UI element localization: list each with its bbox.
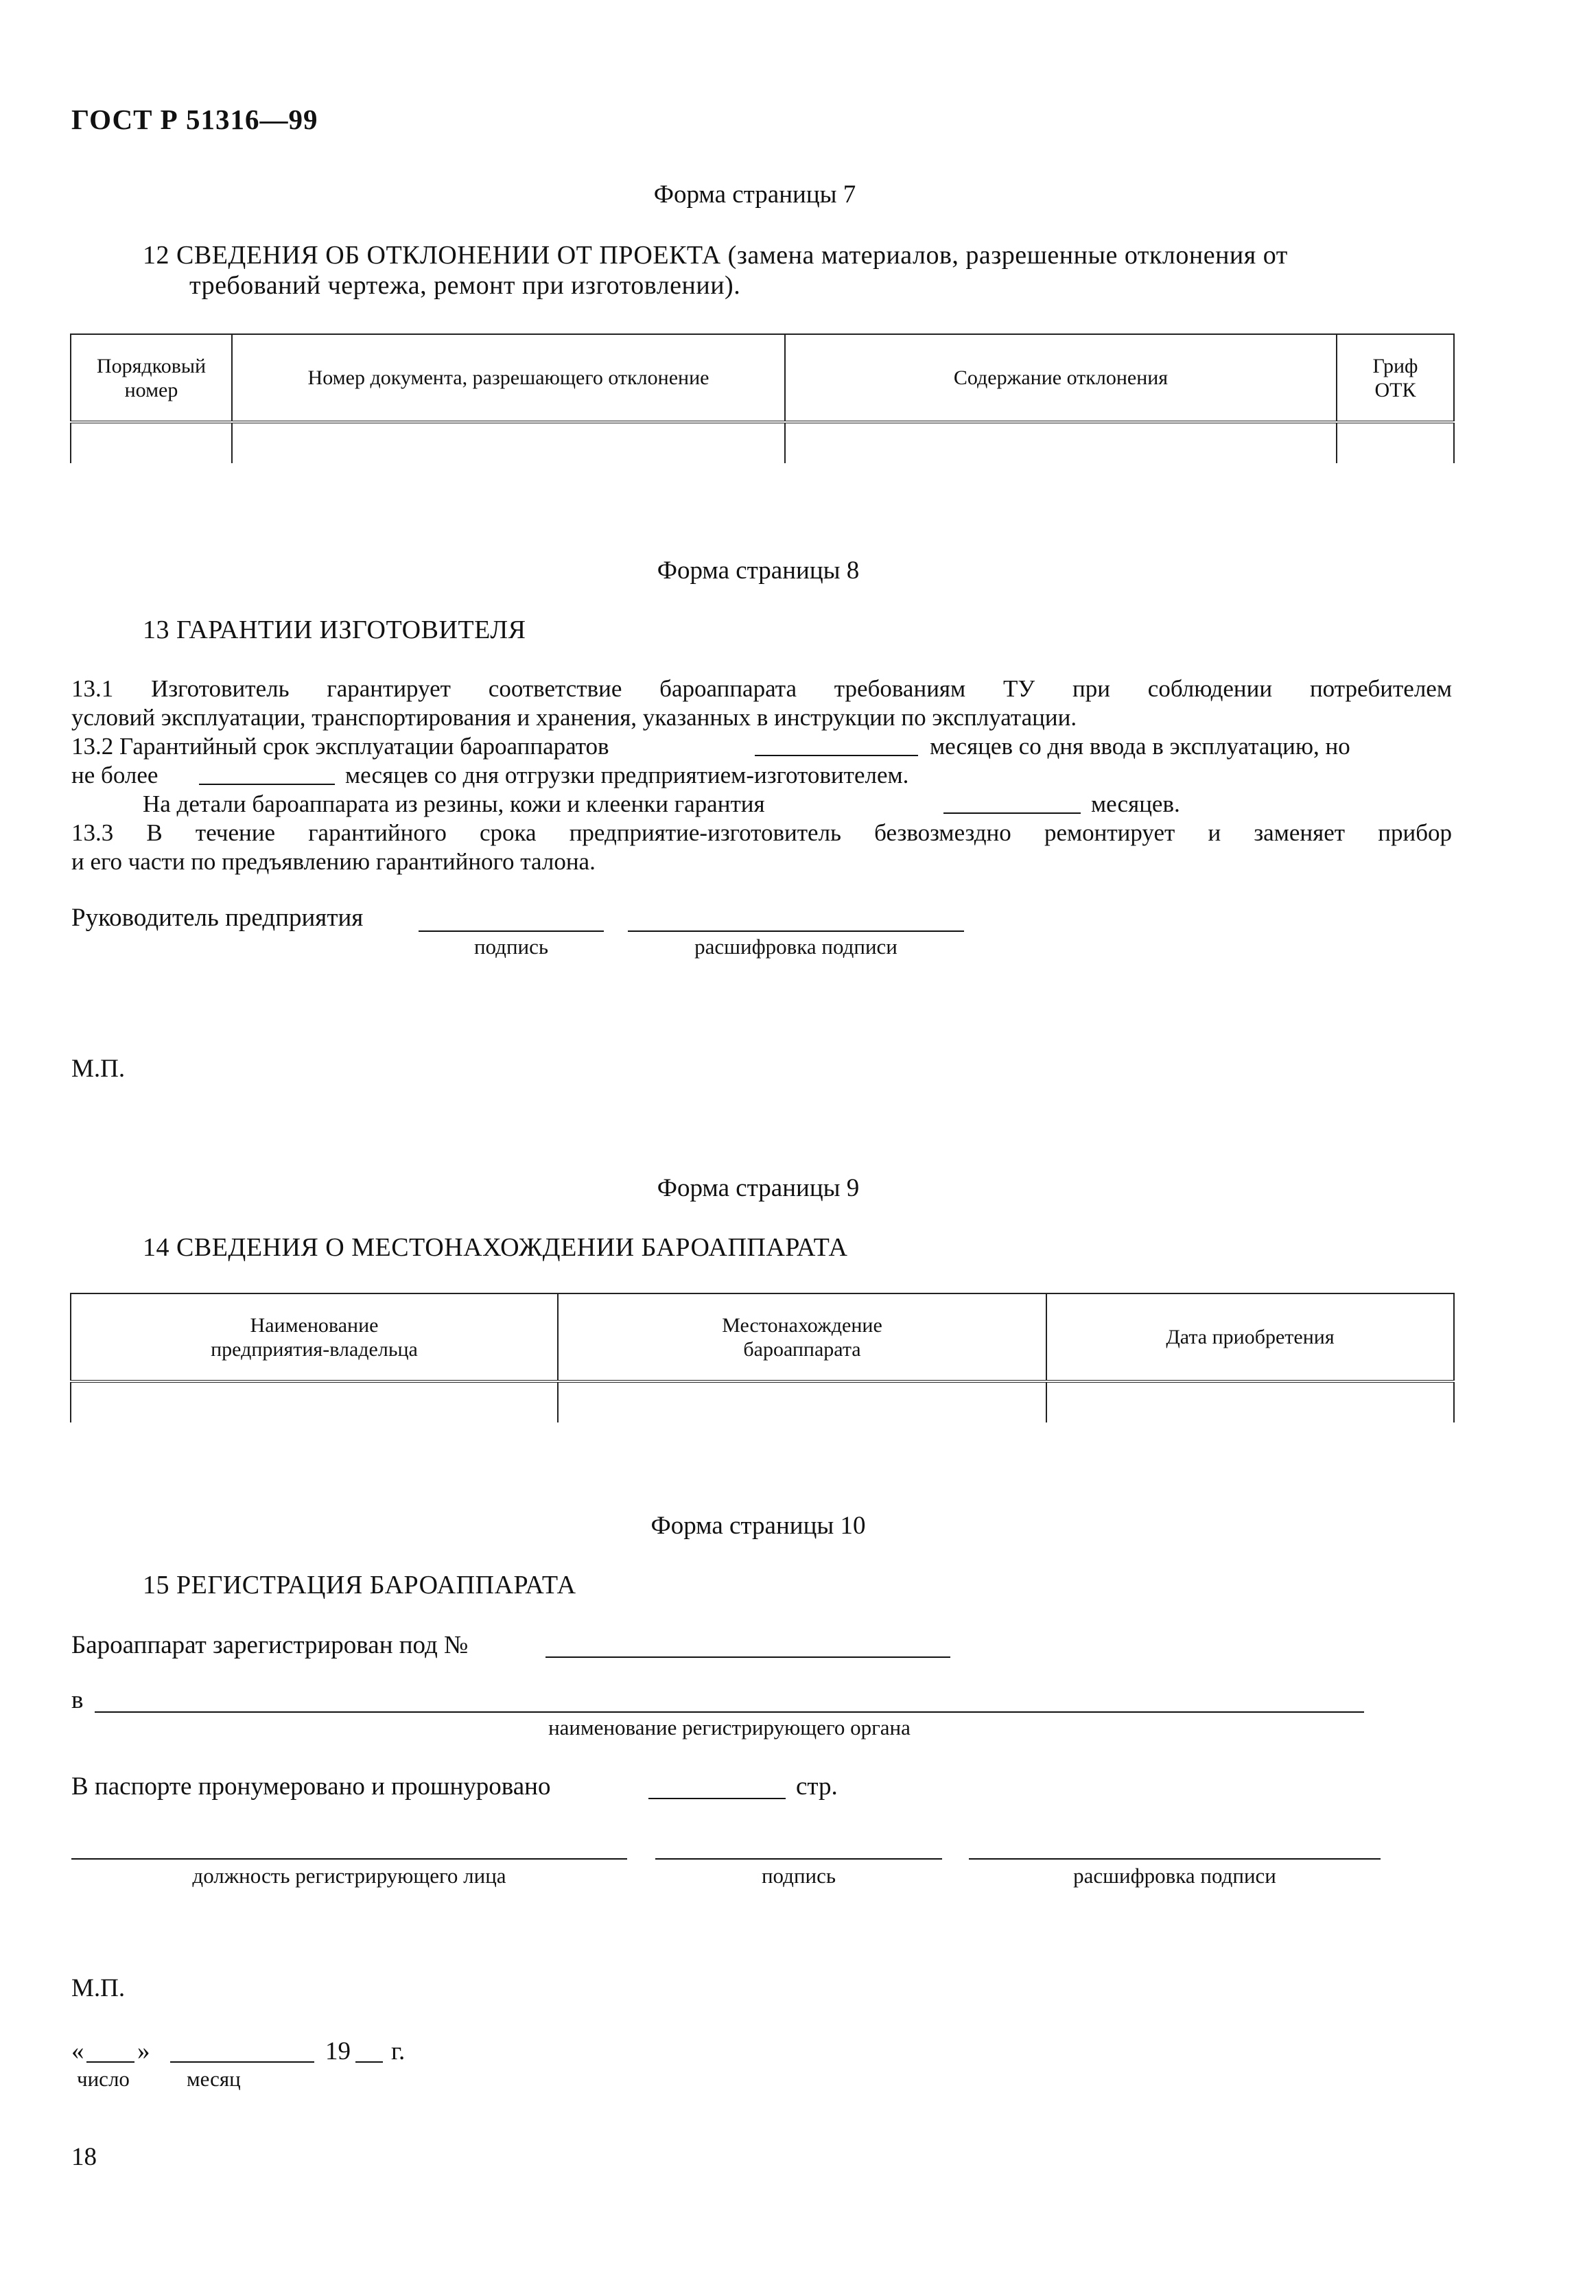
date-month-field[interactable] (170, 2061, 314, 2063)
shipment-months-blank[interactable] (199, 784, 335, 785)
date-year-field[interactable] (355, 2061, 383, 2063)
rubber-parts-months-blank[interactable] (943, 812, 1081, 814)
registering-authority-caption: наименование регистрирующего органа (548, 1715, 911, 1739)
p13-3-line2: и его части по предъявлению гарантийного талона. (71, 848, 596, 875)
col-header-owner-line1: Наименование (250, 1313, 379, 1337)
section-14-heading: 14 СВЕДЕНИЯ О МЕСТОНАХОЖДЕНИИ БАРОАППАРАТА (143, 1233, 848, 1262)
form-label-10: Форма страницы 10 (650, 1512, 866, 1540)
head-decode-line[interactable] (628, 930, 964, 932)
col-header-otk-line1: Гриф (1372, 354, 1418, 377)
document-header: ГОСТ Р 51316—99 (71, 104, 318, 135)
col-header-content: Содержание отклонения (785, 334, 1337, 422)
date-day-caption: число (77, 2067, 130, 2091)
col-header-location-line2: бароаппарата (743, 1337, 861, 1361)
col-header-location-line1: Местонахождение (722, 1313, 882, 1337)
head-signature-caption: подпись (473, 935, 549, 959)
date-day-field[interactable] (86, 2061, 134, 2063)
registrar-position-caption: должность регистрирующего лица (192, 1864, 506, 1888)
page-number: 18 (71, 2143, 97, 2171)
section-12-heading-line1: 12 СВЕДЕНИЯ ОБ ОТКЛОНЕНИИ ОТ ПРОЕКТА (замена материалов, разрешенные отклонения от (143, 241, 1288, 270)
table-cell (1337, 422, 1454, 463)
registrar-decode-caption: расшифровка подписи (1073, 1864, 1276, 1888)
deviations-table (70, 333, 1455, 463)
location-table (70, 1293, 1455, 1422)
date-year-prefix: 19 (325, 2037, 351, 2065)
col-header-number-line1: Порядковый (96, 354, 207, 377)
warranty-months-blank[interactable] (755, 755, 918, 756)
p13-1-line2: условий эксплуатации, транспортирования и хранения, указанных в инструкции по эксплуатации. (71, 704, 1077, 731)
date-close-quote: » (137, 2037, 150, 2065)
table-cell (1046, 1381, 1454, 1422)
table-cell (785, 422, 1337, 463)
section-12-heading-line2: требований чертежа, ремонт при изготовлении). (189, 271, 741, 300)
col-header-document: Номер документа, разрешающего отклонение (232, 334, 785, 422)
pages-suffix: стр. (796, 1772, 838, 1801)
section-13-heading: 13 ГАРАНТИИ ИЗГОТОВИТЕЛЯ (143, 616, 526, 644)
registrar-position-line[interactable] (71, 1858, 627, 1860)
head-of-enterprise-label: Руководитель предприятия (71, 904, 364, 932)
registered-in-label: в (71, 1686, 84, 1714)
head-signature-line[interactable] (419, 930, 604, 932)
head-decode-caption: расшифровка подписи (694, 935, 897, 959)
date-month-caption: месяц (187, 2067, 241, 2091)
p13-2-line3b: месяцев. (1091, 790, 1180, 817)
registrar-decode-line[interactable] (969, 1858, 1381, 1860)
col-header-location (558, 1293, 1046, 1381)
date-open-quote: « (71, 2037, 84, 2065)
registrar-signature-caption: подпись (761, 1864, 836, 1888)
page-count-field[interactable] (648, 1798, 786, 1799)
form-label-7: Форма страницы 7 (653, 180, 856, 209)
date-year-suffix: г. (391, 2037, 406, 2065)
registered-under-label: Бароаппарат зарегистрирован под № (71, 1631, 469, 1659)
stamp-label-10: М.П. (71, 1974, 126, 2002)
col-header-purchase-date: Дата приобретения (1046, 1293, 1454, 1381)
p13-2-line1a: 13.2 Гарантийный срок эксплуатации бароаппаратов (71, 733, 609, 760)
col-header-owner (71, 1293, 558, 1381)
p13-2-line2b: месяцев со дня отгрузки предприятием-изготовителем. (345, 762, 909, 788)
col-header-otk-line2: ОТК (1374, 378, 1416, 401)
p13-2-line3a: На детали бароаппарата из резины, кожи и клеенки гарантия (143, 790, 765, 817)
table-cell (558, 1381, 1046, 1422)
p13-2-line1b: месяцев со дня ввода в эксплуатацию, но (930, 733, 1350, 760)
section-15-heading: 15 РЕГИСТРАЦИЯ БАРОАППАРАТА (143, 1571, 576, 1600)
table-cell (71, 422, 232, 463)
table-cell (232, 422, 785, 463)
p13-2-line2a: не более (71, 762, 159, 788)
col-header-otk (1337, 334, 1454, 422)
form-label-9: Форма страницы 9 (657, 1174, 860, 1202)
col-header-owner-line2: предприятия-владельца (211, 1337, 418, 1361)
col-header-number-line2: номер (124, 378, 178, 401)
table-cell (71, 1381, 558, 1422)
registrar-signature-line[interactable] (655, 1858, 942, 1860)
col-header-number (71, 334, 232, 422)
registration-number-field[interactable] (545, 1656, 950, 1658)
stamp-label-8: М.П. (71, 1055, 126, 1083)
p13-1-line1: 13.1 Изготовитель гарантирует соответствие бароаппарата требованиям ТУ при соблюдении потребителем (71, 675, 1452, 702)
pages-numbered-label: В паспорте пронумеровано и прошнуровано (71, 1772, 551, 1801)
p13-3-line1: 13.3 В течение гарантийного срока предприятие-изготовитель безвозмездно ремонтирует и заменяет прибор (71, 819, 1452, 846)
registering-authority-field[interactable] (95, 1711, 1364, 1713)
form-label-8: Форма страницы 8 (657, 557, 860, 585)
